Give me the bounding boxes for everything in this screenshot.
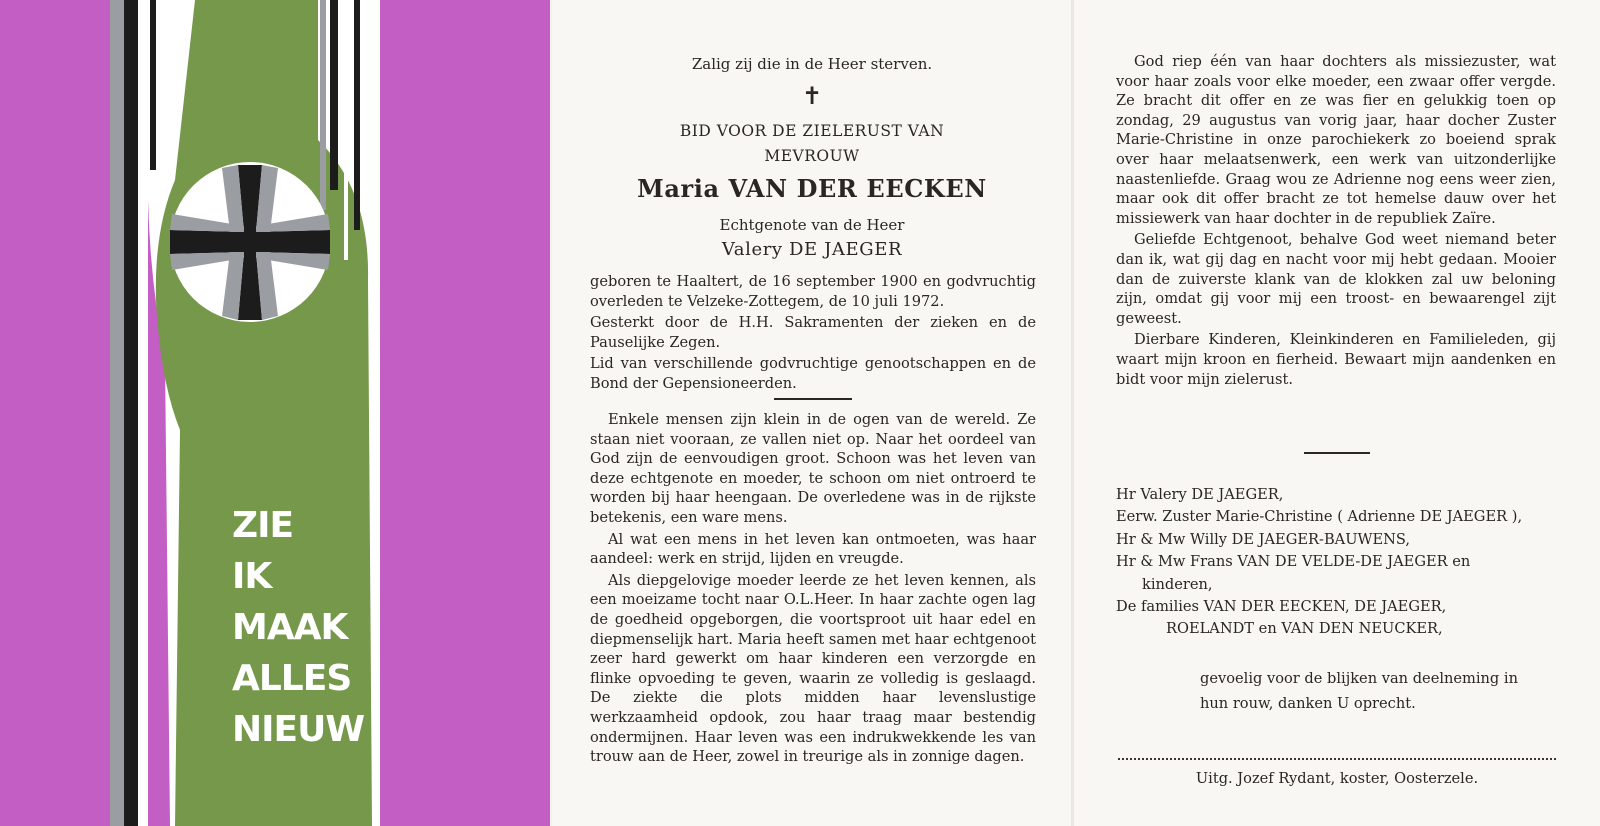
cover-line-2: IK xyxy=(232,556,272,597)
body-right-para-1: God riep één van haar dochters als missiezuster, wat voor haar zoals voor elke moeder, een zwaar offer vergde. Ze bracht dit offer en ze was fier en gelukkig toen op zondag, 29 augustus van vorig jaar, haar docher Zuster Marie-Christine in onze parochiekerk zo boeiend sprak over haar melaatsenwerk, een werk van uitzonderlijke naastenliefde. Graag wou ze Adrienne nog eens weer zien, maar ook dit offer bracht ze tot hemelse dauw over het missiewerk van haar dochter in de republiek Zaïre. xyxy=(1116,53,1556,227)
right-page xyxy=(1074,0,1600,826)
family-line-6: De families VAN DER EECKEN, DE JAEGER, xyxy=(1116,598,1447,616)
thanks-block xyxy=(1200,666,1590,716)
spouse-name: Valery DE JAEGER xyxy=(721,239,903,260)
body-right-para-3: Dierbare Kinderen, Kleinkinderen en Familieleden, gij waart mijn kroon en fierheid. Bewaart mijn aandenken en bidt voor mijn zielerust. xyxy=(1116,331,1556,388)
cover-panel xyxy=(0,0,550,826)
thanks-line-1: gevoelig voor de blijken van deelneming in xyxy=(1200,670,1518,687)
cover-line-4: ALLES xyxy=(232,658,352,699)
family-line-1: Hr Valery DE JAEGER, xyxy=(1116,486,1284,503)
black-line-top xyxy=(330,0,338,190)
body-right-para-2: Geliefde Echtgenoot, behalve God weet niemand beter dan ik, wat gij dag en nacht voor mij hebt gedaan. Mooier dan de zuiverste klank van de klokken zal uw beloning zijn, omdat gij voor mij een troost- en bewaarengel zijt geweest. xyxy=(1116,231,1556,327)
body-left xyxy=(590,410,1036,769)
body-right xyxy=(1116,52,1556,391)
cross-icon: ✝ xyxy=(801,82,823,110)
spouse-label: Echtgenote van de Heer xyxy=(719,216,905,234)
details-membership: Lid van verschillende godvruchtige genootschappen en de Bond der Gepensioneerden. xyxy=(590,355,1036,392)
family-line-5: kinderen, xyxy=(1142,575,1213,593)
details-block xyxy=(590,272,1036,396)
cover-line-5: NIEUW xyxy=(232,709,365,750)
family-line-2: Eerw. Zuster Marie-Christine ( Adrienne DE JAEGER ), xyxy=(1116,508,1523,526)
cover-line-1: ZIE xyxy=(232,505,294,546)
prayer-line-2: MEVROUW xyxy=(764,147,860,165)
white-line-top xyxy=(344,0,348,260)
family-line-4: Hr & Mw Frans VAN DE VELDE-DE JAEGER en xyxy=(1116,553,1471,571)
cover-line-3: MAAK xyxy=(232,607,348,648)
dotted-separator xyxy=(1118,758,1556,760)
motto: Zalig zij die in de Heer sterven. xyxy=(691,55,933,73)
black-line-left xyxy=(150,0,156,170)
body-left-para-1: Enkele mensen zijn klein in de ogen van de wereld. Ze staan niet vooraan, ze vallen niet op. Naar het oordeel van God zijn de eenvoudigen groot. Schoon was het leven van deze echtgenote en moeder, te schoon om niet ontroerd te worden bij haar heengaan. De overledene was in de rijkste betekenis, een ware mens. xyxy=(590,411,1036,526)
gray-line-top xyxy=(320,0,326,210)
body-left-para-3: Als diepgelovige moeder leerde ze het leven kennen, als een moeizame tocht naar O.L.Heer. In haar zachte ogen lag de goedheid opgeborgen, die voortsproot uit haar edel en diepmenselijk hart. Maria heeft samen met haar echtgenoot zeer hard gewerkt om haar kinderen een verzorgde en flinke opvoeding te geven, waarin ze volledig is geslaagd. De ziekte die plots midden haar levenslustige werkzaamheid opdook, zou haar traag maar bestendig ondermijnen. Haar leven was een indrukwekkende les van trouw aan de Heer, zowel in treurige als in zonnige dagen. xyxy=(590,571,1036,766)
wheel-cross-icon xyxy=(170,162,330,322)
divider-middle xyxy=(774,398,852,400)
printer-credit: Uitg. Jozef Rydant, koster, Oosterzele. xyxy=(1195,770,1479,787)
details-sacraments: Gesterkt door de H.H. Sakramenten der zieken en de Pauselijke Zegen. xyxy=(590,314,1036,351)
family-list xyxy=(1116,484,1586,641)
middle-page xyxy=(552,0,1072,826)
divider-right xyxy=(1304,452,1370,454)
gray-stripe xyxy=(110,0,124,826)
family-line-7: ROELANDT en VAN DEN NEUCKER, xyxy=(1166,620,1443,638)
details-birth: geboren te Haaltert, de 16 september 1900 en godvruchtig overleden te Velzeke-Zottegem, de 10 juli 1972. xyxy=(590,273,1036,310)
deceased-name: Maria VAN DER EECKEN xyxy=(637,174,987,203)
prayer-line-1: BID VOOR DE ZIELERUST VAN xyxy=(679,122,945,140)
black-stripe xyxy=(124,0,138,826)
thanks-line-2: hun rouw, danken U oprecht. xyxy=(1200,695,1416,712)
cover-slogan xyxy=(232,500,432,755)
white-stripe-left xyxy=(138,0,148,826)
black-line-top-2 xyxy=(354,0,360,230)
family-line-3: Hr & Mw Willy DE JAEGER-BAUWENS, xyxy=(1116,530,1411,548)
body-left-para-2: Al wat een mens in het leven kan ontmoeten, was haar aandeel: werk en strijd, lijden en vreugde. xyxy=(590,530,1036,568)
